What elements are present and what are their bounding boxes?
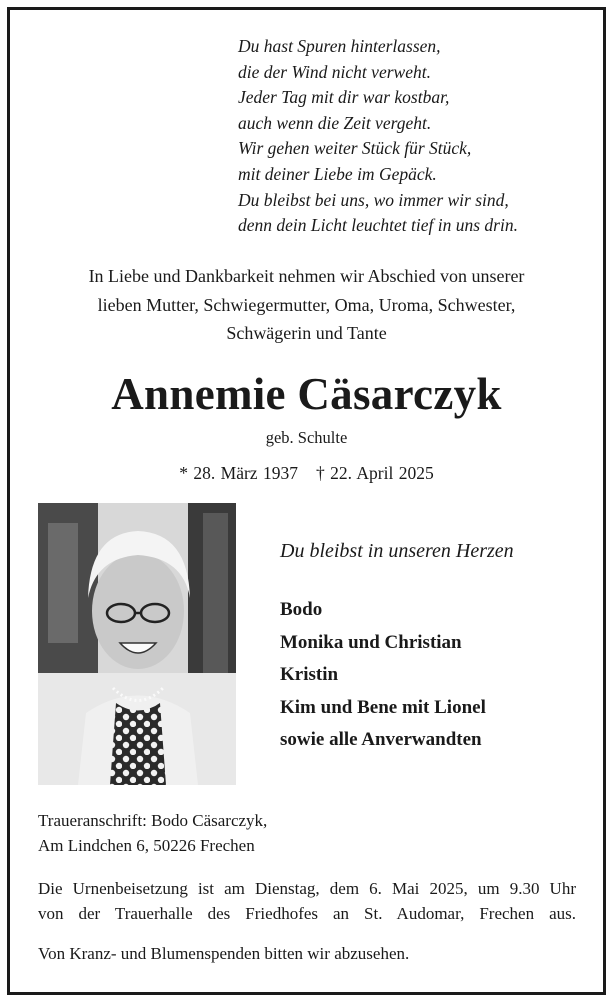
burial-info <box>38 876 576 926</box>
mourner: Kristin <box>280 664 339 685</box>
poem-line: Jeder Tag mit dir war kostbar, <box>238 87 450 108</box>
burial-line: Die Urnenbeisetzung ist am Dienstag, dem 6. Mai 2025, um 9.30 Uhr <box>38 879 576 898</box>
flower-note: Von Kranz- und Blumenspenden bitten wir abzusehen. <box>38 944 410 963</box>
mourner: Monika und Christian <box>280 631 462 653</box>
burial-line: von der Trauerhalle des Friedhofes an St. Audomar, Frechen aus. <box>38 904 576 923</box>
mourner: sowie alle Anverwandten <box>280 729 482 750</box>
life-dates <box>0 463 613 484</box>
motto: Du bleibst in unseren Herzen <box>280 540 514 562</box>
poem-line: mit deiner Liebe im Gepäck. <box>238 163 437 184</box>
address-line: Traueranschrift: Bodo Cäsarczyk, <box>38 811 268 830</box>
mourning-address <box>38 808 267 858</box>
portrait-image <box>38 503 236 785</box>
intro-line: Schwägerin und Tante <box>226 323 387 343</box>
death-date: † 22. April 2025 <box>315 463 434 483</box>
intro-line: In Liebe und Dankbarkeit nehmen wir Abschied von unserer <box>88 266 525 286</box>
address-line: Am Lindchen 6, 50226 Frechen <box>38 836 255 855</box>
mourner: Bodo <box>280 599 323 620</box>
mourner: Kim und Bene mit Lionel <box>280 696 486 718</box>
intro-text <box>0 262 613 348</box>
poem <box>238 34 518 239</box>
intro-line: lieben Mutter, Schwiegermutter, Oma, Uroma, Schwester, <box>97 294 516 315</box>
birth-date: * 28. März 1937 <box>179 463 298 483</box>
poem-line: die der Wind nicht verweht. <box>238 61 431 82</box>
poem-line: Du hast Spuren hinterlassen, <box>238 36 441 56</box>
poem-line: auch wenn die Zeit vergeht. <box>238 112 432 133</box>
portrait-photo <box>38 503 236 785</box>
poem-line: Du bleibst bei uns, wo immer wir sind, <box>238 189 509 210</box>
mourners-list <box>280 594 486 757</box>
maiden-name: geb. Schulte <box>265 428 348 447</box>
poem-line: Wir gehen weiter Stück für Stück, <box>238 138 472 159</box>
poem-line: denn dein Licht leuchtet tief in uns drin. <box>238 215 518 236</box>
deceased-name: Annemie Cäsarczyk <box>111 369 502 419</box>
